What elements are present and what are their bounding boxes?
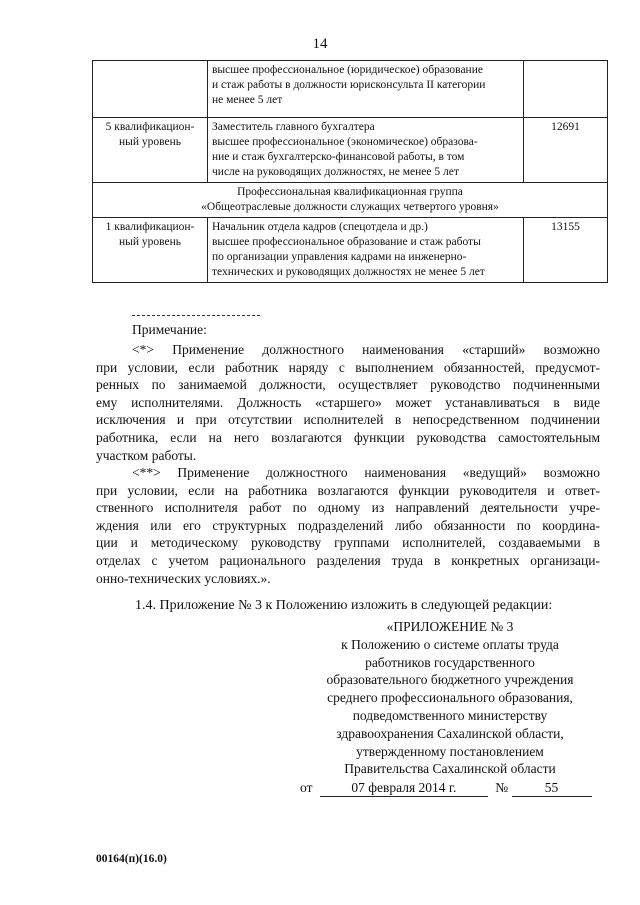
document-code: 00164(п)(16.0) (96, 853, 167, 865)
date-value: 07 февраля 2014 г. (320, 780, 488, 797)
level-label: 5 квалификацион- (105, 121, 195, 133)
salary-cell (524, 61, 608, 118)
number-value: 55 (512, 780, 592, 797)
text-line: при условии, если на работника возлагаются функции руководителя и ответ- (96, 482, 600, 498)
page-number: 14 (312, 36, 328, 52)
number-prefix: № (495, 780, 509, 795)
text-line: участком работы. (96, 447, 197, 463)
cell-line: Заместитель главного бухгалтера (212, 121, 375, 133)
footnote-separator (132, 315, 260, 316)
text-line: ции и методическому руководству группами исполнителей, создаваемыми в (96, 535, 600, 551)
text-line: ему исполнителями. Должность «старшего» может устанавливаться в виде (96, 394, 600, 410)
appendix-line: образовательного бюджетного учреждения (326, 672, 574, 688)
appendix-line: «ПРИЛОЖЕНИЕ № 3 (386, 619, 514, 634)
cell-line: ние и стаж бухгалтерско-финансовой работы, в том (212, 151, 465, 163)
appendix-line: среднего профессионального образования, (327, 690, 573, 706)
description-cell (208, 61, 524, 118)
appendix-line: здравоохранения Сахалинской области, (336, 725, 564, 741)
text-line: ренных по занимаемой должности, осуществляет руководство подчиненными (96, 377, 600, 393)
note-paragraph-1 (96, 341, 600, 464)
appendix-line: к Положению о системе оплаты труда (341, 636, 559, 652)
level-cell (93, 118, 208, 183)
cell-line: Начальник отдела кадров (спецотдела и др.) (212, 221, 428, 233)
cell-line: числе на руководящих должностях, не менее 5 лет (212, 166, 459, 178)
text-line: ственного исполнителя работ по одному из направлений деятельности учре- (96, 500, 600, 516)
appendix-line: подведомственного министерству (352, 707, 548, 723)
cell-line: высшее профессиональное образование и стаж работы (212, 236, 481, 248)
text-line: <**> Применение должностного наименования «ведущий» возможно (132, 465, 600, 480)
level-label: ный уровень (118, 136, 182, 148)
group-header (93, 183, 608, 218)
qualification-table (92, 60, 608, 283)
group-line: «Общеотраслевые должности служащих четвертого уровня» (201, 201, 499, 213)
level-cell (93, 61, 208, 118)
table-row (93, 61, 608, 118)
table-row (93, 218, 608, 283)
level-label: 1 квалификацион- (105, 221, 195, 233)
appendix-line: Правительства Сахалинской области (344, 761, 556, 777)
salary-value: 12691 (524, 118, 608, 183)
date-prefix: от (300, 780, 313, 795)
appendix-line: работников государственного (365, 654, 535, 670)
note-title: Примечание: (132, 322, 207, 337)
description-cell (208, 218, 524, 283)
cell-line: по организации управления кадрами на инженерно- (212, 251, 467, 263)
note-paragraph-2 (96, 464, 600, 587)
group-line: Профессиональная квалификационная группа (237, 186, 463, 198)
level-cell (93, 218, 208, 283)
salary-value: 13155 (524, 218, 608, 283)
text-line: <*> Применение должностного наименования «старший» возможно (132, 342, 600, 357)
text-line: при условии, если работник наряду с выполнением обязанностей, предусмот- (96, 359, 600, 375)
cell-line: технических и руководящих должностях не менее 5 лет (212, 266, 485, 278)
table-group-row (93, 183, 608, 218)
text-line: исключения и при отсутствии исполнителей в непосредственном подчинении (96, 412, 600, 428)
amendment-item: 1.4. Приложение № 3 к Положению изложить в следующей редакции: (135, 598, 553, 613)
cell-line: и стаж работы в должности юрисконсульта II категории (212, 79, 486, 91)
text-line: работника, если на него возлагаются функции руководства самостоятельным (96, 429, 600, 445)
cell-line: высшее профессиональное (экономическое) образова- (212, 136, 478, 148)
text-line: отделах с учетом рационального разделения труда в конкретных организаци- (96, 552, 600, 568)
text-line: ждения или его структурных подразделений либо обязанности по координа- (96, 517, 600, 533)
text-line: онно-технических условиях.». (96, 570, 271, 586)
appendix-header (300, 618, 600, 778)
date-number-line (300, 780, 600, 797)
description-cell (208, 118, 524, 183)
level-label: ный уровень (118, 236, 182, 248)
cell-line: высшее профессиональное (юридическое) образование (212, 64, 483, 76)
cell-line: не менее 5 лет (212, 94, 283, 106)
appendix-line: утвержденному постановлением (356, 743, 544, 759)
table-row (93, 118, 608, 183)
